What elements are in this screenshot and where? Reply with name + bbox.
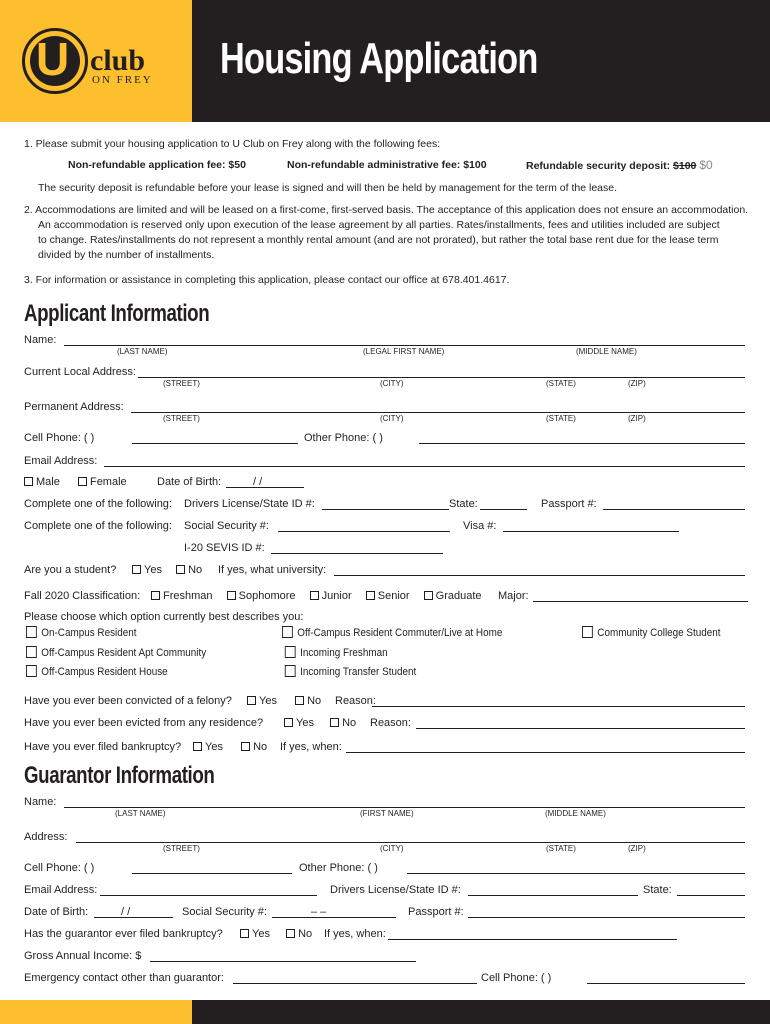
fee-deposit-old: $100: [673, 160, 697, 172]
student-options: [132, 564, 202, 576]
option-off-house[interactable]: [26, 665, 168, 678]
off-house-label: Off-Campus Resident House: [41, 666, 168, 678]
caption-zip: (ZIP): [628, 379, 646, 388]
sophomore-checkbox[interactable]: [227, 591, 236, 600]
student-yes-label: Yes: [144, 564, 162, 576]
fee-application: Non-refundable application fee: $50: [68, 159, 246, 171]
evicted-reason-label: Reason:: [370, 717, 411, 729]
passport-field[interactable]: [603, 509, 745, 510]
logo-sub-text: ON FREY: [92, 74, 153, 86]
classification-label: Fall 2020 Classification:: [24, 590, 141, 602]
emergency-cell-field[interactable]: [587, 983, 745, 984]
page-title: Housing Application: [220, 34, 538, 83]
guarantor-dob-slashes: / /: [121, 906, 131, 918]
caption-middle-name: (MIDDLE NAME): [576, 347, 637, 356]
felony-reason-field[interactable]: [372, 706, 745, 707]
dob-label: Date of Birth:: [157, 476, 222, 488]
sophomore-label: Sophomore: [238, 590, 296, 602]
fee-deposit: [526, 158, 713, 173]
applicant-heading: Applicant Information: [24, 300, 210, 327]
cell-phone-label: Cell Phone: ( ): [24, 432, 95, 444]
female-checkbox[interactable]: [78, 477, 87, 486]
guarantor-ssn-label: Social Security #:: [182, 906, 267, 918]
guarantor-address-field[interactable]: [76, 842, 745, 843]
bankruptcy-question: Have you ever filed bankruptcy?: [24, 741, 182, 753]
off-commuter-label: Off-Campus Resident Commuter/Live at Home: [297, 627, 503, 639]
other-phone-label: Other Phone: ( ): [304, 432, 383, 444]
guarantor-cell-field[interactable]: [132, 873, 292, 874]
instruction-2-line4: divided by the number of installments.: [38, 249, 215, 261]
guarantor-name-field[interactable]: [64, 807, 745, 808]
guarantor-email-field[interactable]: [100, 895, 317, 896]
bankruptcy-no-label: No: [253, 741, 268, 753]
bankruptcy-no-checkbox[interactable]: [241, 742, 250, 751]
classification-options: [151, 590, 482, 602]
on-campus-checkbox[interactable]: [26, 626, 37, 638]
caption-middle-name: (MIDDLE NAME): [545, 809, 606, 818]
community-label: Community College Student: [597, 627, 721, 639]
guarantor-state-label: State:: [643, 884, 672, 896]
option-on-campus[interactable]: [26, 626, 137, 639]
evicted-question: Have you ever been evicted from any residence?: [24, 717, 264, 729]
caption-street: (STREET): [163, 844, 200, 853]
visa-field[interactable]: [503, 531, 679, 532]
emergency-contact-label: Emergency contact other than guarantor:: [24, 972, 224, 984]
ssn-field[interactable]: [278, 531, 450, 532]
senior-label: Senior: [377, 590, 410, 602]
evicted-yes-checkbox[interactable]: [284, 718, 293, 727]
bankruptcy-yes-checkbox[interactable]: [193, 742, 202, 751]
bankruptcy-when-label: If yes, when:: [280, 741, 342, 753]
felony-yes-checkbox[interactable]: [247, 696, 256, 705]
email-label: Email Address:: [24, 455, 98, 467]
guarantor-bankruptcy-question: Has the guarantor ever filed bankruptcy?: [24, 928, 223, 940]
footer-dark-bar: [192, 1000, 770, 1024]
guarantor-bankruptcy-when-field[interactable]: [388, 939, 677, 940]
felony-options: [247, 695, 321, 707]
freshman-label: Freshman: [163, 590, 213, 602]
i20-field[interactable]: [271, 553, 443, 554]
instruction-2-line1: 2. Accommodations are limited and will be leased on a first-come, first-served basis. The acceptance of this application does not ensure an accommodation.: [24, 204, 749, 216]
drivers-license-field[interactable]: [322, 509, 527, 510]
felony-reason-label: Reason:: [335, 695, 376, 707]
caption-zip: (ZIP): [628, 844, 646, 853]
felony-no-label: No: [307, 695, 322, 707]
inc-freshman-label: Incoming Freshman: [300, 647, 388, 659]
option-community[interactable]: [582, 626, 721, 639]
fee-deposit-label: Refundable security deposit:: [526, 160, 671, 172]
gender-row: [24, 476, 127, 488]
guarantor-bankruptcy-options: [240, 928, 312, 940]
evicted-reason-field[interactable]: [416, 728, 745, 729]
instruction-1: 1. Please submit your housing application to U Club on Frey along with the following fees:: [24, 138, 441, 150]
instruction-2-line2: An accommodation is reserved only upon execution of the lease agreement by all parties. Rates/installments, fees and utilities included are subject: [38, 219, 720, 231]
evicted-yes-label: Yes: [296, 717, 314, 729]
guarantor-passport-label: Passport #:: [408, 906, 464, 918]
guarantor-dl-label: Drivers License/State ID #:: [330, 884, 461, 896]
bankruptcy-when-field[interactable]: [346, 752, 745, 753]
student-no-label: No: [188, 564, 203, 576]
gross-income-label: Gross Annual Income: $: [24, 950, 142, 962]
community-checkbox[interactable]: [582, 626, 593, 638]
i20-label: I-20 SEVIS ID #:: [184, 542, 265, 554]
inc-transfer-checkbox[interactable]: [285, 665, 296, 677]
email-field[interactable]: [104, 466, 745, 467]
felony-question: Have you ever been convicted of a felony?: [24, 695, 232, 707]
graduate-checkbox[interactable]: [424, 591, 433, 600]
student-question: Are you a student?: [24, 564, 117, 576]
applicant-name-field[interactable]: [64, 345, 745, 346]
felony-yes-label: Yes: [259, 695, 277, 707]
guarantor-bankruptcy-no-label: No: [298, 928, 313, 940]
dob-slashes: / /: [253, 476, 263, 488]
caption-state: (STATE): [546, 414, 576, 423]
male-checkbox[interactable]: [24, 477, 33, 486]
guarantor-ssn-dashes: – –: [311, 906, 327, 918]
guarantor-passport-field[interactable]: [468, 917, 745, 918]
logo-club-text: club: [90, 44, 146, 77]
guarantor-dl-field[interactable]: [468, 895, 638, 896]
footer-brand-bar: [0, 1000, 192, 1024]
caption-city: (CITY): [380, 414, 404, 423]
male-label: Male: [36, 476, 60, 488]
inc-transfer-label: Incoming Transfer Student: [300, 666, 417, 678]
guarantor-address-label: Address:: [24, 831, 68, 843]
logo-letter: U: [36, 33, 70, 85]
choose-option-label: Please choose which option currently best describes you:: [24, 611, 304, 623]
caption-city: (CITY): [380, 379, 404, 388]
junior-label: Junior: [321, 590, 352, 602]
drivers-license-label: Drivers License/State ID #:: [184, 498, 315, 510]
guarantor-other-phone-label: Other Phone: ( ): [299, 862, 378, 874]
passport-label: Passport #:: [541, 498, 597, 510]
emergency-contact-field[interactable]: [233, 983, 477, 984]
permanent-address-field[interactable]: [131, 412, 745, 413]
off-commuter-checkbox[interactable]: [282, 626, 293, 638]
instruction-2-line3: to change. Rates/installments do not represent a monthly rental amount (and are not prorated), but rather the total base rent due for the lease term: [38, 234, 719, 246]
complete-one-label-2: Complete one of the following:: [24, 520, 172, 532]
freshman-checkbox[interactable]: [151, 591, 160, 600]
caption-first-name: (LEGAL FIRST NAME): [363, 347, 445, 356]
instruction-3: 3. For information or assistance in completing this application, please contact our office at 678.401.4617.: [24, 274, 510, 286]
guarantor-bankruptcy-no-checkbox[interactable]: [286, 929, 295, 938]
guarantor-bankruptcy-yes-label: Yes: [252, 928, 270, 940]
option-inc-freshman[interactable]: [300, 646, 388, 659]
bankruptcy-options: [193, 741, 267, 753]
caption-state: (STATE): [546, 844, 576, 853]
complete-one-label: Complete one of the following:: [24, 498, 172, 510]
felony-no-checkbox[interactable]: [295, 696, 304, 705]
graduate-label: Graduate: [435, 590, 482, 602]
on-campus-label: On-Campus Resident: [41, 627, 137, 639]
major-field[interactable]: [533, 601, 748, 602]
female-label: Female: [89, 476, 127, 488]
applicant-name-label: Name:: [24, 334, 57, 346]
caption-street: (STREET): [163, 379, 200, 388]
guarantor-other-phone-field[interactable]: [407, 873, 745, 874]
university-label: If yes, what university:: [218, 564, 327, 576]
current-address-label: Current Local Address:: [24, 366, 136, 378]
evicted-options: [284, 717, 356, 729]
deposit-note: The security deposit is refundable before your lease is signed and will then be held by management for the term of the lease.: [38, 182, 618, 194]
dob-field[interactable]: [226, 487, 304, 488]
guarantor-dob-label: Date of Birth:: [24, 906, 89, 918]
caption-city: (CITY): [380, 844, 404, 853]
gross-income-field[interactable]: [150, 961, 416, 962]
off-house-checkbox[interactable]: [26, 665, 37, 677]
guarantor-name-label: Name:: [24, 796, 57, 808]
university-field[interactable]: [334, 575, 745, 576]
caption-street: (STREET): [163, 414, 200, 423]
other-phone-field[interactable]: [419, 443, 745, 444]
guarantor-state-field[interactable]: [677, 895, 745, 896]
caption-last-name: (LAST NAME): [115, 809, 166, 818]
guarantor-heading: Guarantor Information: [24, 762, 215, 789]
guarantor-bankruptcy-yes-checkbox[interactable]: [240, 929, 249, 938]
current-address-field[interactable]: [138, 377, 745, 378]
emergency-cell-label: Cell Phone: ( ): [481, 972, 552, 984]
fee-admin: Non-refundable administrative fee: $100: [287, 159, 487, 171]
option-off-apt[interactable]: [26, 646, 206, 659]
guarantor-email-label: Email Address:: [24, 884, 98, 896]
inc-freshman-checkbox[interactable]: [285, 646, 296, 658]
off-apt-checkbox[interactable]: [26, 646, 37, 658]
ssn-label: Social Security #:: [184, 520, 269, 532]
senior-checkbox[interactable]: [366, 591, 375, 600]
caption-state: (STATE): [546, 379, 576, 388]
caption-first-name: (FIRST NAME): [360, 809, 414, 818]
bankruptcy-yes-label: Yes: [205, 741, 223, 753]
student-no-checkbox[interactable]: [176, 565, 185, 574]
junior-checkbox[interactable]: [310, 591, 319, 600]
guarantor-bankruptcy-when-label: If yes, when:: [324, 928, 386, 940]
guarantor-ssn-field[interactable]: [272, 917, 396, 918]
evicted-no-label: No: [342, 717, 357, 729]
caption-last-name: (LAST NAME): [117, 347, 168, 356]
major-label: Major:: [498, 590, 529, 602]
evicted-no-checkbox[interactable]: [330, 718, 339, 727]
cell-phone-field[interactable]: [132, 443, 298, 444]
guarantor-cell-label: Cell Phone: ( ): [24, 862, 95, 874]
fee-deposit-new: $0: [699, 158, 713, 172]
guarantor-dob-field[interactable]: [94, 917, 173, 918]
visa-label: Visa #:: [463, 520, 497, 532]
option-off-commuter[interactable]: [282, 626, 502, 639]
off-apt-label: Off-Campus Resident Apt Community: [41, 647, 207, 659]
student-yes-checkbox[interactable]: [132, 565, 141, 574]
option-inc-transfer[interactable]: [300, 665, 417, 678]
state-label: State:: [449, 498, 478, 510]
caption-zip: (ZIP): [628, 414, 646, 423]
permanent-address-label: Permanent Address:: [24, 401, 124, 413]
